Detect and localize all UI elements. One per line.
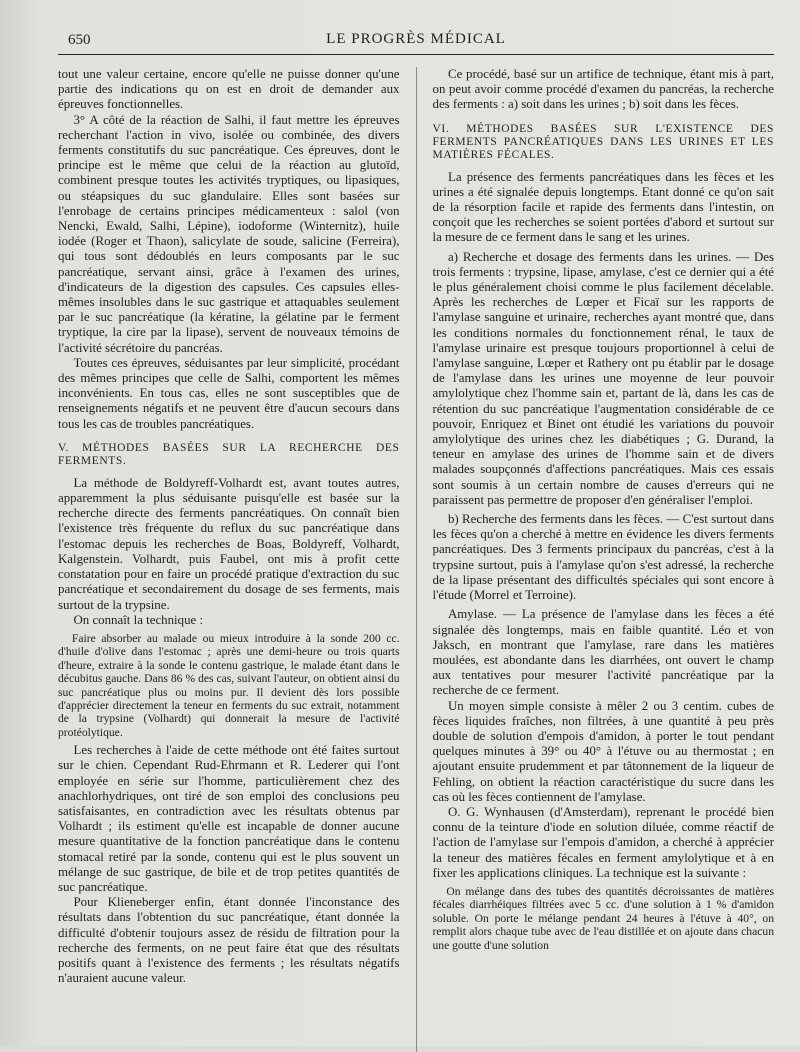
page-header xyxy=(58,28,774,55)
technique-paragraph: Faire absorber au malade ou mieux introduire à la sonde 200 cc. d'huile d'olive dans l'estomac ; après une demi-heure ou trois quarts d'heure, extraire à la sonde le contenu gastrique, le malade étant dans le décubitus gauche. Dans 86 % des cas, suivant l'auteur, on obtient ainsi du suc pancréatique plus ou moins pur. Il devient dès lors possible d'apprécier directement la teneur en ferments du suc extrait, notamment de la trypsine (Volhardt) qui donnerait la mesure de l'activité protéolytique. xyxy=(58,631,400,739)
paragraph: tout une valeur certaine, encore qu'elle ne puisse donner qu'une partie des indications qu on est en droit de demander aux épreuves fonctionnelles. xyxy=(58,67,400,112)
section-heading-v: V. MÉTHODES BASÉES SUR LA RECHERCHE DES FERMENTS. xyxy=(58,441,400,467)
paragraph: O. G. Wynhausen (d'Amsterdam), reprenant le procédé bien connu de la teinture d'iode en solution diluée, comme réactif de l'action de l'amylase sur l'empois d'amidon, a cherché à apprécier la teneur des matières fécales en ferment amylolytique et à en fixer les applications cliniques. La technique est la suivante : xyxy=(432,804,774,880)
paragraph: Pour Klieneberger enfin, étant donnée l'inconstance des résultats dans l'obtention du suc pancréatique, étant donnée la difficulté d'obtenir toujours assez de résidu de filtration pour la recherche des ferments, on ne peut faire état que des résultats positifs quant à l'existence des ferments ; les résultats négatifs n'auraient aucune valeur. xyxy=(58,895,400,986)
two-column-body xyxy=(58,67,774,1052)
column-divider xyxy=(416,67,417,1052)
paragraph: On connaît la technique : xyxy=(73,612,204,627)
paragraph: 3° A côté de la réaction de Salhi, il faut mettre les épreuves recherchant l'action in vivo, isolée ou combinée, des divers ferments constitutifs du suc pancréatique. Ces épreuves, dont le principe est le même que celui de la réaction au glutoïd, combinent presque toutes les activités tryptiques, ou lipasiques, ou stéapsiques du suc glandulaire. Elles sont basées sur l'enrobage de certains principes médicamenteux : salol (von Nencki, Ewald, Salhi, Lépine), iodoforme (Winternitz), huile iodée (Roger et Thaon), salicylate de soude, salicine (Ferreira), qui tous sont dédoublés en leurs composants par le suc pancréatique, servant ainsi, grâce à l'examen des urines, d'indicateurs de la digestion des capsules. Ces capsules elles-mêmes insolubles dans le suc gastrique et attaquables seulement par le suc pancréatique (la kératine, la gélatine par le ferment tryptique, la cire par la lipase), servent de nouveaux témoins de l'activité sécrétoire du pancréas. xyxy=(58,112,400,355)
paragraph: La méthode de Boldyreff-Volhardt est, avant toutes autres, apparemment la plus séduisante puisqu'elle est basée sur la recherche directe des ferments pancréatiques. On connaît bien l'existence très fréquente du reflux du suc pancréatique dans l'estomac depuis les recherches de Boas, Boldyreff, Volhardt, Kalgenstein. Volhardt, puis Faubel, ont mis à profit cette constatation pour en faire un procédé pratique d'extraction du suc pancréatique et secondairement du dosage de ses ferments, mais surtout de la trypsine. xyxy=(58,475,400,612)
technique-paragraph: On mélange dans des tubes des quantités décroissantes de matières fécales diarrhéiques filtrées avec 5 cc. d'une solution à 1 % d'amidon soluble. On porte le mélange pendant 24 heures à l'étuve à 40°, on remplit alors chaque tube avec de l'eau distillée et on ajoute dans chacun une goutte d'une solution xyxy=(432,884,774,952)
paragraph: b) Recherche des ferments dans les fèces. — C'est surtout dans les fèces qu'on a cherché à mettre en évidence les divers ferments pancréatiques. Des 3 ferments principaux du pancréas, c'est à la trypsine surtout, puis à l'amylase qu'on s'est adressé, la recherche de la lipase présentant des difficultés spéciales qui sont encore à l'étude (Morrel et Terroine). xyxy=(432,512,774,603)
paragraph: Les recherches à l'aide de cette méthode ont été faites surtout sur le chien. Cependant Rud-Ehrmann et R. Lederer qui l'ont employée en série sur l'homme, particulièrement chez des anachlorhydriques, ont tiré de son emploi des conclusions peu satisfaisantes, en contradiction avec les résultats obtenus par Volhardt ; ils estiment qu'elle est incapable de donner aucune mesure quantitative de la fonction pancréatique dans le contenu stomacal retiré par la sonde, contenu qui est le plus souvent un mélange de suc gastrique, de bile et de trop petites quantités de suc pancréatique. xyxy=(58,743,400,894)
section-heading-vi: VI. MÉTHODES BASÉES SUR L'EXISTENCE DES FERMENTS PANCRÉATIQUES DANS LES URINES ET LES MATIÈRES FÉCALES. xyxy=(432,122,774,161)
running-title: LE PROGRÈS MÉDICAL xyxy=(326,31,506,47)
page-number: 650 xyxy=(68,32,91,48)
paragraph: a) Recherche et dosage des ferments dans les urines. — Des trois ferments : trypsine, lipase, amylase, c'est ce dernier qui a été le plus généralement choisi comme le plus facilement décelable. Après les recherches de Lœper et Ficaï sur les rapports de l'amylase sanguine et urinaire, recherches ayant montré que, dans les conditions normales du fonctionnement rénal, le taux de l'amylase urinaire est presque toujours proportionnel à celui de l'amylase sanguine, Lœper et Rathery ont pu établir par le dosage de l'amylase dans les urines une moyenne de leur pouvoir amylolytique chez l'homme sain et, partant de là, dans les cas de rétention du suc pancréatique l'augmentation considérable de ce pouvoir, Enriquez et Binet ont étudié les variations du pouvoir amylolytique des urines chez les diabétiques ; G. Durand, la teneur en amylase des urines de l'homme sain et de divers malades soupçonnés d'affections pancréatiques. Mais ces essais sont soumis à un certain nombre de causes d'erreurs qui ne paraissent pas permettre de proposer d'en généraliser l'emploi. xyxy=(432,249,774,507)
paragraph: Ce procédé, basé sur un artifice de technique, étant mis à part, on peut avoir comme procédé d'examen du pancréas, la recherche des ferments : a) soit dans les urines ; b) soit dans les fèces. xyxy=(432,67,774,112)
paragraph: Amylase. — La présence de l'amylase dans les fèces a été signalée dès longtemps, mais en faible quantité. Léo et von Jaksch, en montrant que l'amylase, rare dans les matières moulées, est abondante dans les diarrhées, ont ouvert le champ aux tentatives pour mesurer l'activité pancréatique par la recherche de ce ferment. xyxy=(432,607,774,698)
paragraph: Un moyen simple consiste à mêler 2 ou 3 centim. cubes de fèces liquides fraîches, non filtrées, à une quantité à peu près double de solution d'empois d'amidon, à porter le tout pendant quelques minutes à 39° ou 40° à l'étuve ou au thermostat ; en ajoutant ensuite prudemment et par tâtonnement de la liqueur de Fehling, on obtient la réaction caractéristique du sucre dans les cas où les fèces contiennent de l'amylase. xyxy=(432,698,774,804)
paragraph: La présence des ferments pancréatiques dans les fèces et les urines a été signalée depuis longtemps. Etant donné ce qu'on sait de la résorption facile et rapide des ferments dans l'intestin, on conçoit que les recherches se soient portées d'abord et surtout sur la mesure de ce ferment dans le sang et les urines. xyxy=(432,169,774,245)
paragraph: Toutes ces épreuves, séduisantes par leur simplicité, procédant des mêmes principes que celle de Salhi, comportent les mêmes inconvénients. En tous cas, elles ne sont susceptibles que de renseignements négatifs et ne peuvent être d'aucun secours dans tous les cas de troubles pancréatiques. xyxy=(58,355,400,431)
right-column xyxy=(433,67,775,1052)
left-column xyxy=(58,67,400,1052)
